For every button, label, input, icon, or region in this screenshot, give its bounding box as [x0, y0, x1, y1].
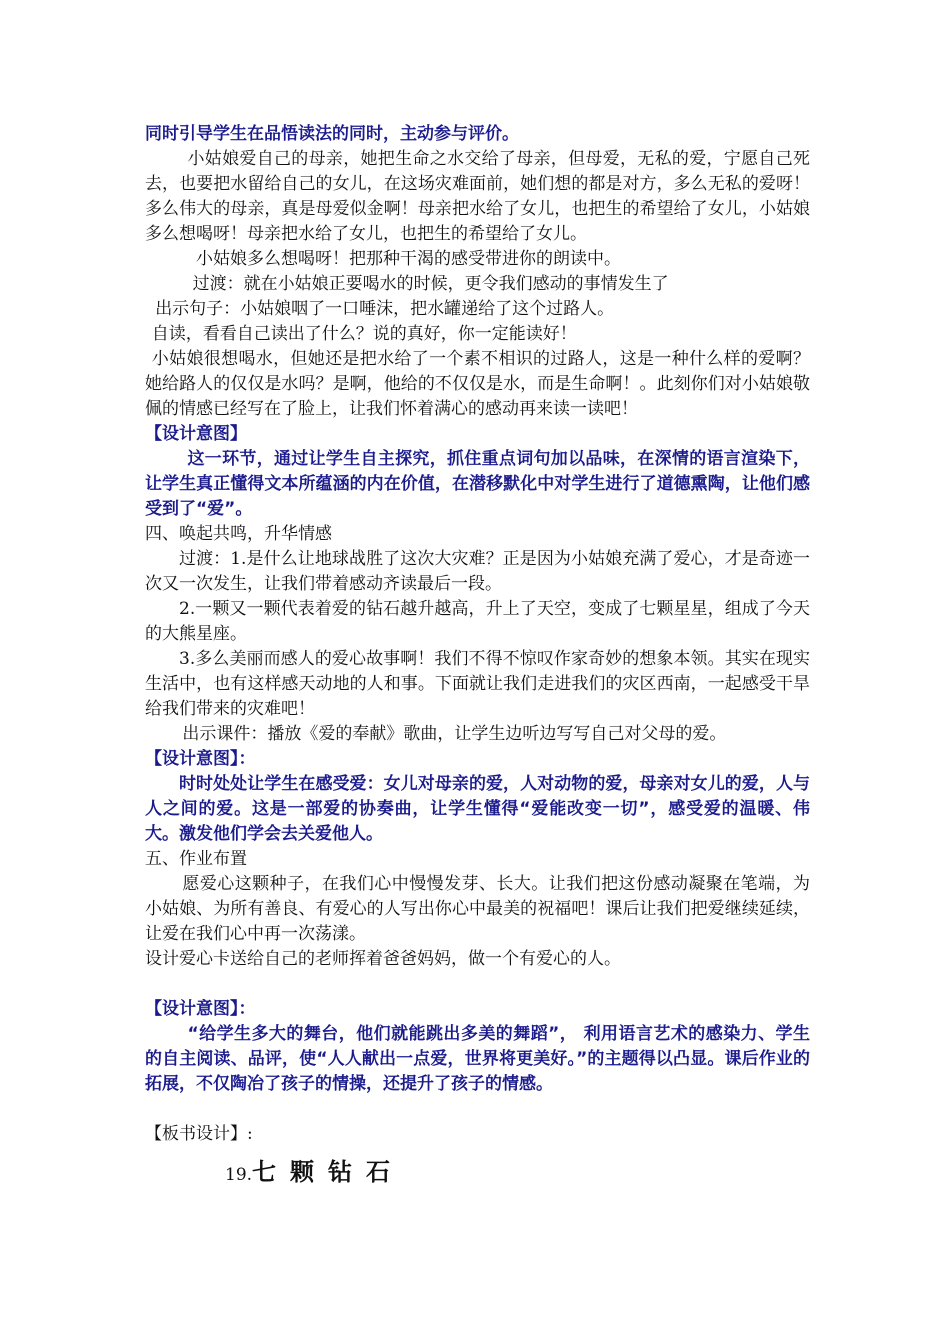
design-intent-text-1: 这一环节，通过让学生自主探究，抓住重点词句加以品味，在深情的语言渲染下，让学生真正懂得文本所蕴涵的内在价值，在潜移默化中对学生进行了道德熏陶，让他们感受到了“爱”。: [145, 449, 810, 519]
para-transition-2: 2.一颗又一颗代表着爱的钻石越升越高，升上了天空，变成了七颗星星，组成了今天的大熊星座。: [145, 599, 810, 644]
para-self-read: 自读，看看自己读出了什么？说的真好，你一定能读好！: [151, 324, 577, 344]
para-girl-gives-water: 小姑娘很想喝水，但她还是把水给了一个素不相识的过路人，这是一种什么样的爱啊？她给路人的仅仅是水吗？是啊，他给的不仅仅是水，而是生命啊！。此刻你们对小姑娘敬佩的情感已经写在了脸上，让我们怀着满心的感动再来读一读吧！: [145, 349, 810, 419]
para-love-card: 设计爱心卡送给自己的老师挥着爸爸妈妈，做一个有爱心的人。: [145, 949, 621, 969]
document-page: [145, 122, 810, 1190]
section-5-heading: 五、作业布置: [145, 849, 247, 869]
para-guide-evaluation: 同时引导学生在品悟读法的同时，主动参与评价。: [145, 124, 519, 144]
design-intent-heading-2: 【设计意图】：: [145, 749, 256, 769]
design-intent-heading-1: 【设计意图】: [145, 424, 247, 444]
para-transition-1: 过渡：1.是什么让地球战胜了这次大灾难？正是因为小姑娘充满了爱心，才是奇迹一次又一次发生，让我们带着感动齐读最后一段。: [145, 549, 810, 594]
board-title-number: 19.: [225, 1165, 253, 1185]
para-homework: 愿爱心这颗种子，在我们心中慢慢发芽、长大。让我们把这份感动凝聚在笔端，为小姑娘、为所有善良、有爱心的人写出你心中最美的祝福吧！课后让我们把爱继续延续，让爱在我们心中再一次荡漾。: [145, 874, 810, 944]
board-design-heading: 【板书设计】:: [145, 1124, 253, 1144]
para-show-courseware: 出示课件：播放《爱的奉献》歌曲，让学生边听边写写自己对父母的爱。: [182, 724, 727, 744]
spacer: [145, 972, 810, 997]
design-intent-text-2: 时时处处让学生在感受爱：女儿对母亲的爱，人对动物的爱，母亲对女儿的爱，人与人之间的爱。这是一部爱的协奏曲，让学生懂得“爱能改变一切”，感受爱的温暖、伟大。激发他们学会去关爱他人。: [145, 774, 810, 844]
para-transition-3: 3.多么美丽而感人的爱心故事啊！我们不得不惊叹作家奇妙的想象本领。其实在现实生活中，也有这样感天动地的人和事。下面就让我们走进我们的灾区西南，一起感受干旱给我们带来的灾难吧！: [145, 649, 810, 719]
para-show-sentence: 出示句子：小姑娘咽了一口唾沫，把水罐递给了这个过路人。: [155, 299, 615, 319]
para-mother-love: 小姑娘爱自己的母亲，她把生命之水交给了母亲，但母爱，无私的爱，宁愿自己死去，也要把水留给自己的女儿，在这场灾难面前，她们想的都是对方，多么无私的爱呀！多么伟大的母亲，真是母爱似金啊！母亲把水给了女儿，也把生的希望给了女儿，小姑娘多么想喝呀！母亲把水给了女儿，也把生的希望给了女儿。: [145, 149, 810, 244]
board-title-text: 七颗钻石: [252, 1157, 405, 1186]
design-intent-heading-3: 【设计意图】：: [145, 999, 256, 1019]
para-read-thirst: 小姑娘多么想喝呀！把那种干渴的感受带进你的朗读中。: [196, 249, 621, 269]
spacer: [145, 1097, 810, 1122]
para-transition: 过渡：就在小姑娘正要喝水的时候，更令我们感动的事情发生了: [192, 274, 669, 294]
section-4-heading: 四、唤起共鸣，升华情感: [145, 524, 332, 544]
design-intent-text-3: “给学生多大的舞台，他们就能跳出多美的舞蹈”， 利用语言艺术的感染力、学生的自主阅读、品评，使“人人献出一点爱，世界将更美好。”的主题得以凸显。课后作业的拓展，不仅陶冶了孩子的情操，还提升了孩子的情感。: [145, 1024, 810, 1094]
board-title: [225, 1157, 810, 1190]
